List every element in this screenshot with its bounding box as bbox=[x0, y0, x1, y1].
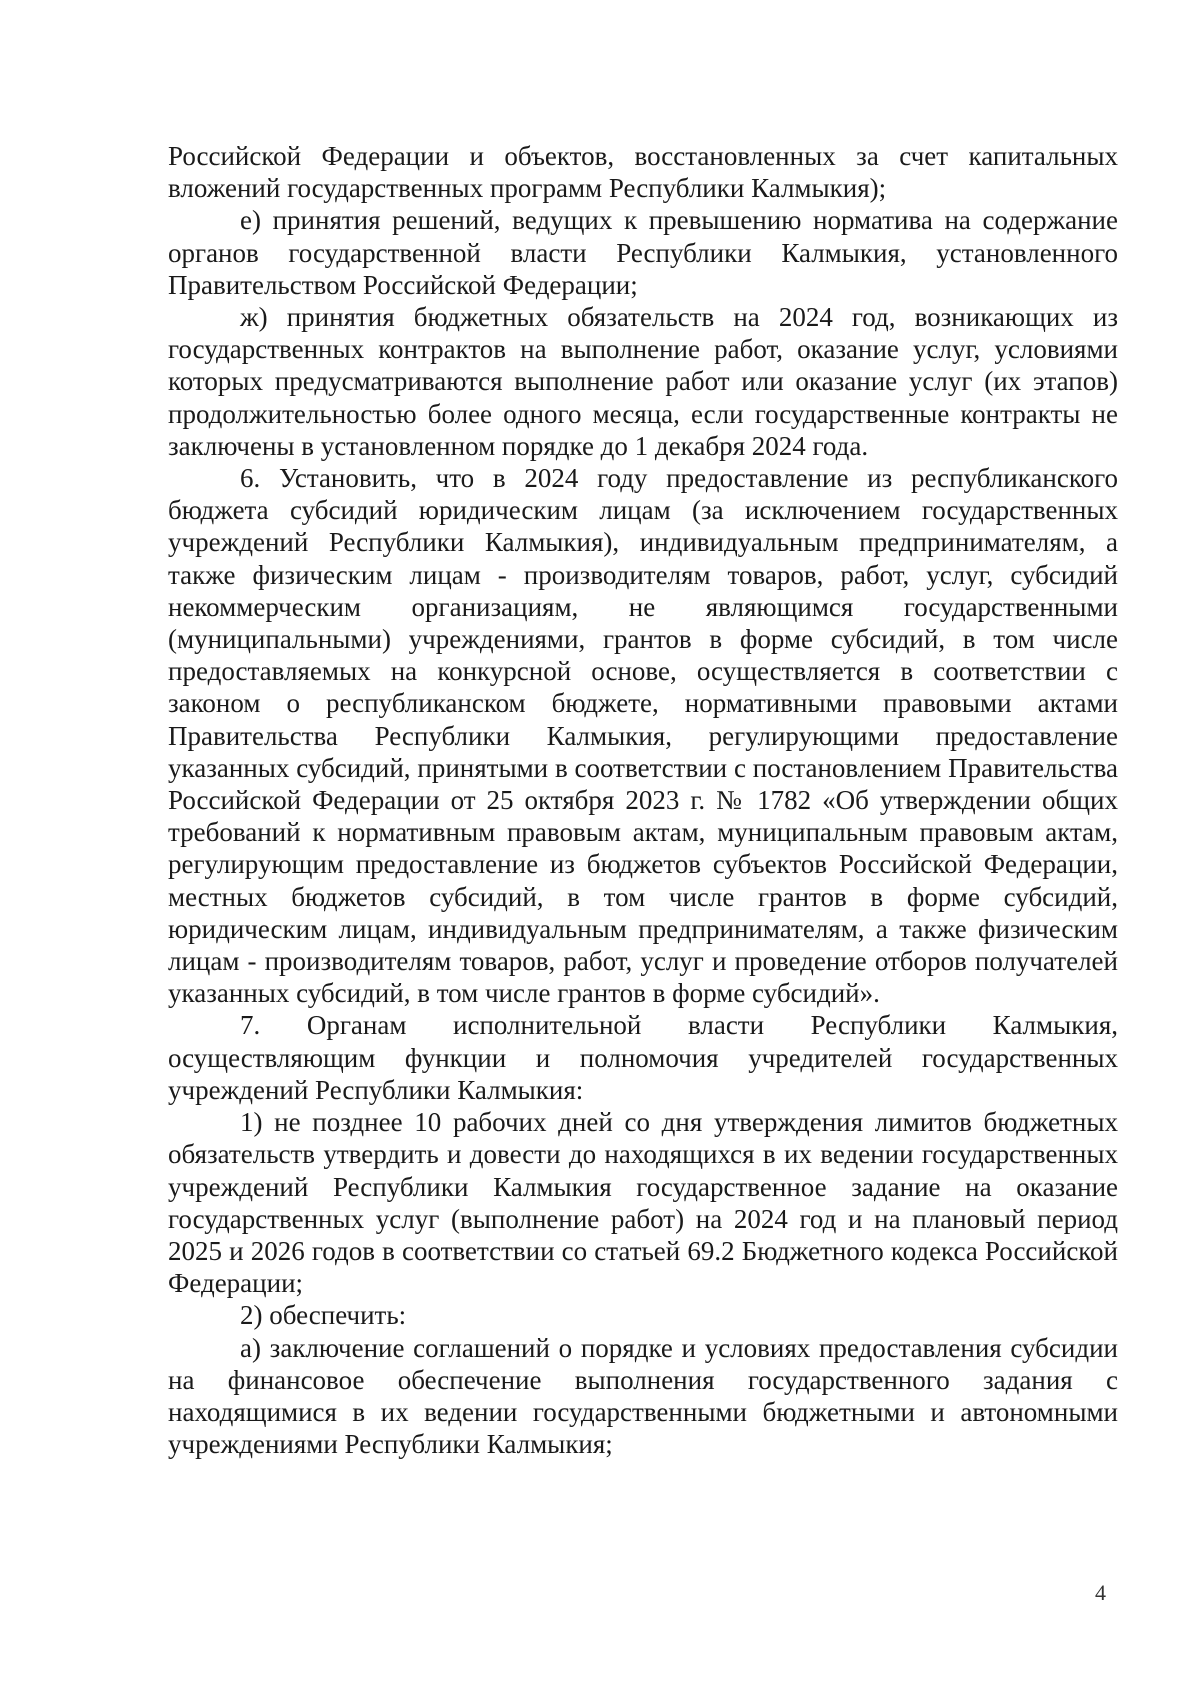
paragraph-section-6: 6. Установить, что в 2024 году предоставление из республиканского бюджета субсидий юридическим лицам (за исключением государственных учреждений Республики Калмыкия), индивидуальным предпринимателям, а также физическим лицам - производителям товаров, работ, услуг, субсидий некоммерческим организациям, не являющимся государственными (муниципальными) учреждениями, грантов в форме субсидий, в том числе предоставляемых на конкурсной основе, осуществляется в соответствии с законом о республиканском бюджете, нормативными правовыми актами Правительства Республики Калмыкия, регулирующими предоставление указанных субсидий, принятыми в соответствии с постановлением Правительства Российской Федерации от 25 октября 2023 г. № 1782 «Об утверждении общих требований к нормативным правовым актам, муниципальным правовым актам, регулирующим предоставление из бюджетов субъектов Российской Федерации, местных бюджетов субсидий, в том числе грантов в форме субсидий, юридическим лицам, индивидуальным предпринимателям, а также физическим лицам - производителям товаров, работ, услуг и проведение отборов получателей указанных субсидий, в том числе грантов в форме субсидий». bbox=[168, 463, 1118, 1009]
page-number: 4 bbox=[1095, 1580, 1106, 1605]
paragraph-item-2: 2) обеспечить: bbox=[240, 1300, 407, 1331]
paragraph-item-a: а) заключение соглашений о порядке и условиях предоставления субсидии на финансовое обеспечение выполнения государственного задания с находящимися в их ведении государственными бюджетными и автономными учреждениями Республики Калмыкия; bbox=[168, 1332, 1118, 1460]
paragraph-continuation: Российской Федерации и объектов, восстановленных за счет капитальных вложений государственных программ Республики Калмыкия); bbox=[168, 141, 1118, 204]
document-body bbox=[168, 140, 1118, 1460]
paragraph-section-7: 7. Органам исполнительной власти Республики Калмыкия, осуществляющим функции и полномочия учредителей государственных учреждений Республики Калмыкия: bbox=[168, 1010, 1118, 1105]
paragraph-item-zh: ж) принятия бюджетных обязательств на 2024 год, возникающих из государственных контрактов на выполнение работ, оказание услуг, условиями которых предусматриваются выполнение работ или оказание услуг (их этапов) продолжительностью более одного месяца, если государственные контракты не заключены в установленном порядке до 1 декабря 2024 года. bbox=[168, 302, 1118, 461]
paragraph-item-1: 1) не позднее 10 рабочих дней со дня утверждения лимитов бюджетных обязательств утвердить и довести до находящихся в их ведении государственных учреждений Республики Калмыкия государственное задание на оказание государственных услуг (выполнение работ) на 2024 год и на плановый период 2025 и 2026 годов в соответствии со статьей 69.2 Бюджетного кодекса Российской Федерации; bbox=[168, 1107, 1118, 1299]
paragraph-item-e: е) принятия решений, ведущих к превышению норматива на содержание органов государственной власти Республики Калмыкия, установленного Правительством Российской Федерации; bbox=[168, 205, 1118, 300]
